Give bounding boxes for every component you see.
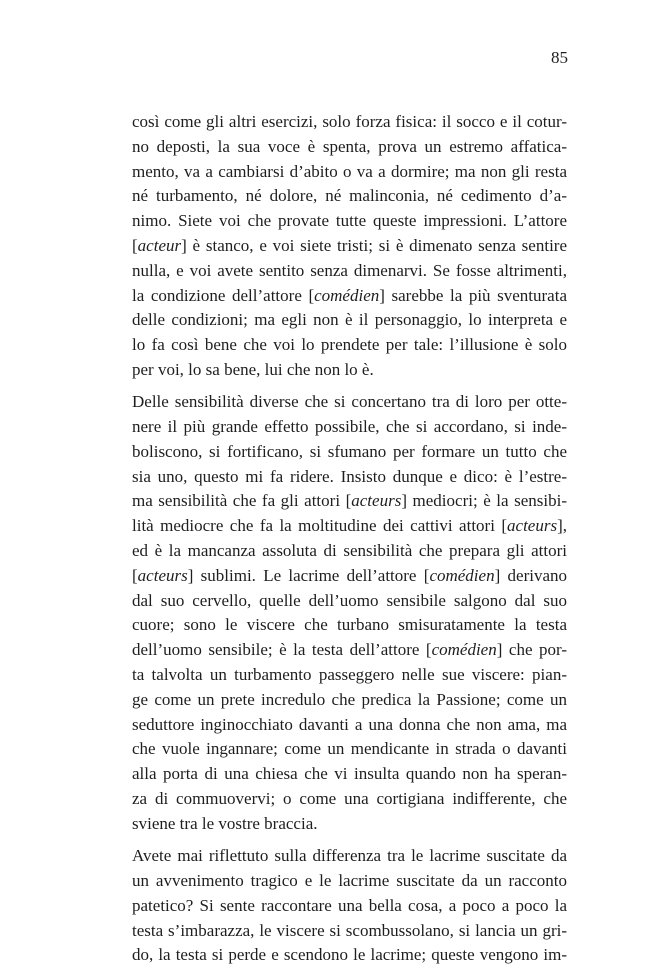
paragraph-3 (132, 844, 567, 968)
text-line: mento, va a cambiarsi d’abito o va a dormire; ma non gli resta (132, 161, 567, 181)
text-line: boliscono, si fortificano, si sfumano per formare un tutto che (132, 441, 567, 461)
text-line: cuore; sono le viscere che turbano smisuratamente la testa (132, 615, 567, 635)
text-line: delle condizioni; ma egli non è il personaggio, lo interpreta e (132, 310, 567, 330)
text-line: do, la testa si perde e scendono le lacrime; queste vengono im- (132, 945, 567, 965)
text-line: lo fa così bene che voi lo prendete per tale: l’illusione è solo (132, 335, 567, 355)
text-line: za di commuovervi; o come una cortigiana indifferente, che (132, 789, 567, 809)
text-line: Delle sensibilità diverse che si concertano tra di loro per otte- (132, 392, 567, 412)
body-text (132, 110, 567, 968)
text-line: [acteur] è stanco, e voi siete tristi; si è dimenato senza sentire (132, 235, 567, 255)
text-line: nimo. Siete voi che provate tutte queste impressioni. L’attore (132, 211, 567, 231)
paragraph-1 (132, 110, 567, 383)
text-line: Avete mai riflettuto sulla differenza tra le lacrime suscitate da (132, 846, 567, 866)
text-line: un avvenimento tragico e le lacrime suscitate da un racconto (132, 870, 567, 890)
paragraph-2 (132, 390, 567, 836)
text-line: nere il più grande effetto possibile, che si accordano, si inde- (132, 417, 567, 437)
italic-term: acteurs (351, 491, 402, 511)
text-line: patetico? Si sente raccontare una bella cosa, a poco a poco la (132, 895, 567, 915)
text-line: dell’uomo sensibile; è la testa dell’attore [comédien] che por- (132, 640, 567, 660)
page-number: 85 (551, 48, 568, 67)
text-line: testa s’imbarazza, le viscere si scombussolano, si lancia un gri- (132, 920, 567, 940)
text-line: no deposti, la sua voce è spenta, prova un estremo affatica- (132, 136, 567, 156)
text-line: così come gli altri esercizi, solo forza fisica: il socco e il cotur- (132, 112, 567, 131)
text-line: alla porta di una chiesa che vi insulta quando non ha speran- (132, 764, 567, 784)
text-line: che vuole ingannare; come un mendicante in strada o davanti (132, 739, 567, 759)
text-line: nulla, e voi avete sentito senza dimenarvi. Se fosse altrimenti, (132, 260, 567, 280)
text-line: sia uno, questo mi fa ridere. Insisto dunque e dico: è l’estre- (132, 466, 567, 486)
italic-term: comédien (431, 640, 497, 660)
text-line: [acteurs] sublimi. Le lacrime dell’attore [comédien] derivano (132, 565, 567, 585)
text-line: la condizione dell’attore [comédien] sarebbe la più sventurata (132, 285, 567, 305)
italic-term: acteurs (137, 565, 188, 585)
italic-term: acteur (137, 235, 182, 255)
text-line: ma sensibilità che fa gli attori [acteurs] mediocri; è la sensibi- (132, 491, 568, 511)
text-line: né turbamento, né dolore, né malinconia, né cedimento d’a- (132, 186, 567, 206)
text-line: lità mediocre che fa la moltitudine dei cattivi attori [acteurs], (132, 516, 567, 536)
text-line: ge come un prete incredulo che predica la Passione; come un (132, 689, 567, 709)
text-line: ed è la mancanza assoluta di sensibilità che prepara gli attori (132, 541, 567, 561)
text-line: sviene tra le vostre braccia. (132, 813, 318, 833)
text-line: ta talvolta un turbamento passeggero nelle sue viscere: pian- (132, 665, 567, 685)
text-line: per voi, lo sa bene, lui che non lo è. (132, 359, 374, 379)
italic-term: acteurs (507, 516, 558, 536)
text-line: dal suo cervello, quelle dell’uomo sensibile salgono dal suo (132, 590, 567, 610)
italic-term: comédien (429, 565, 495, 585)
text-line: seduttore inginocchiato davanti a una donna che non ama, ma (132, 714, 567, 734)
italic-term: comédien (314, 285, 380, 305)
